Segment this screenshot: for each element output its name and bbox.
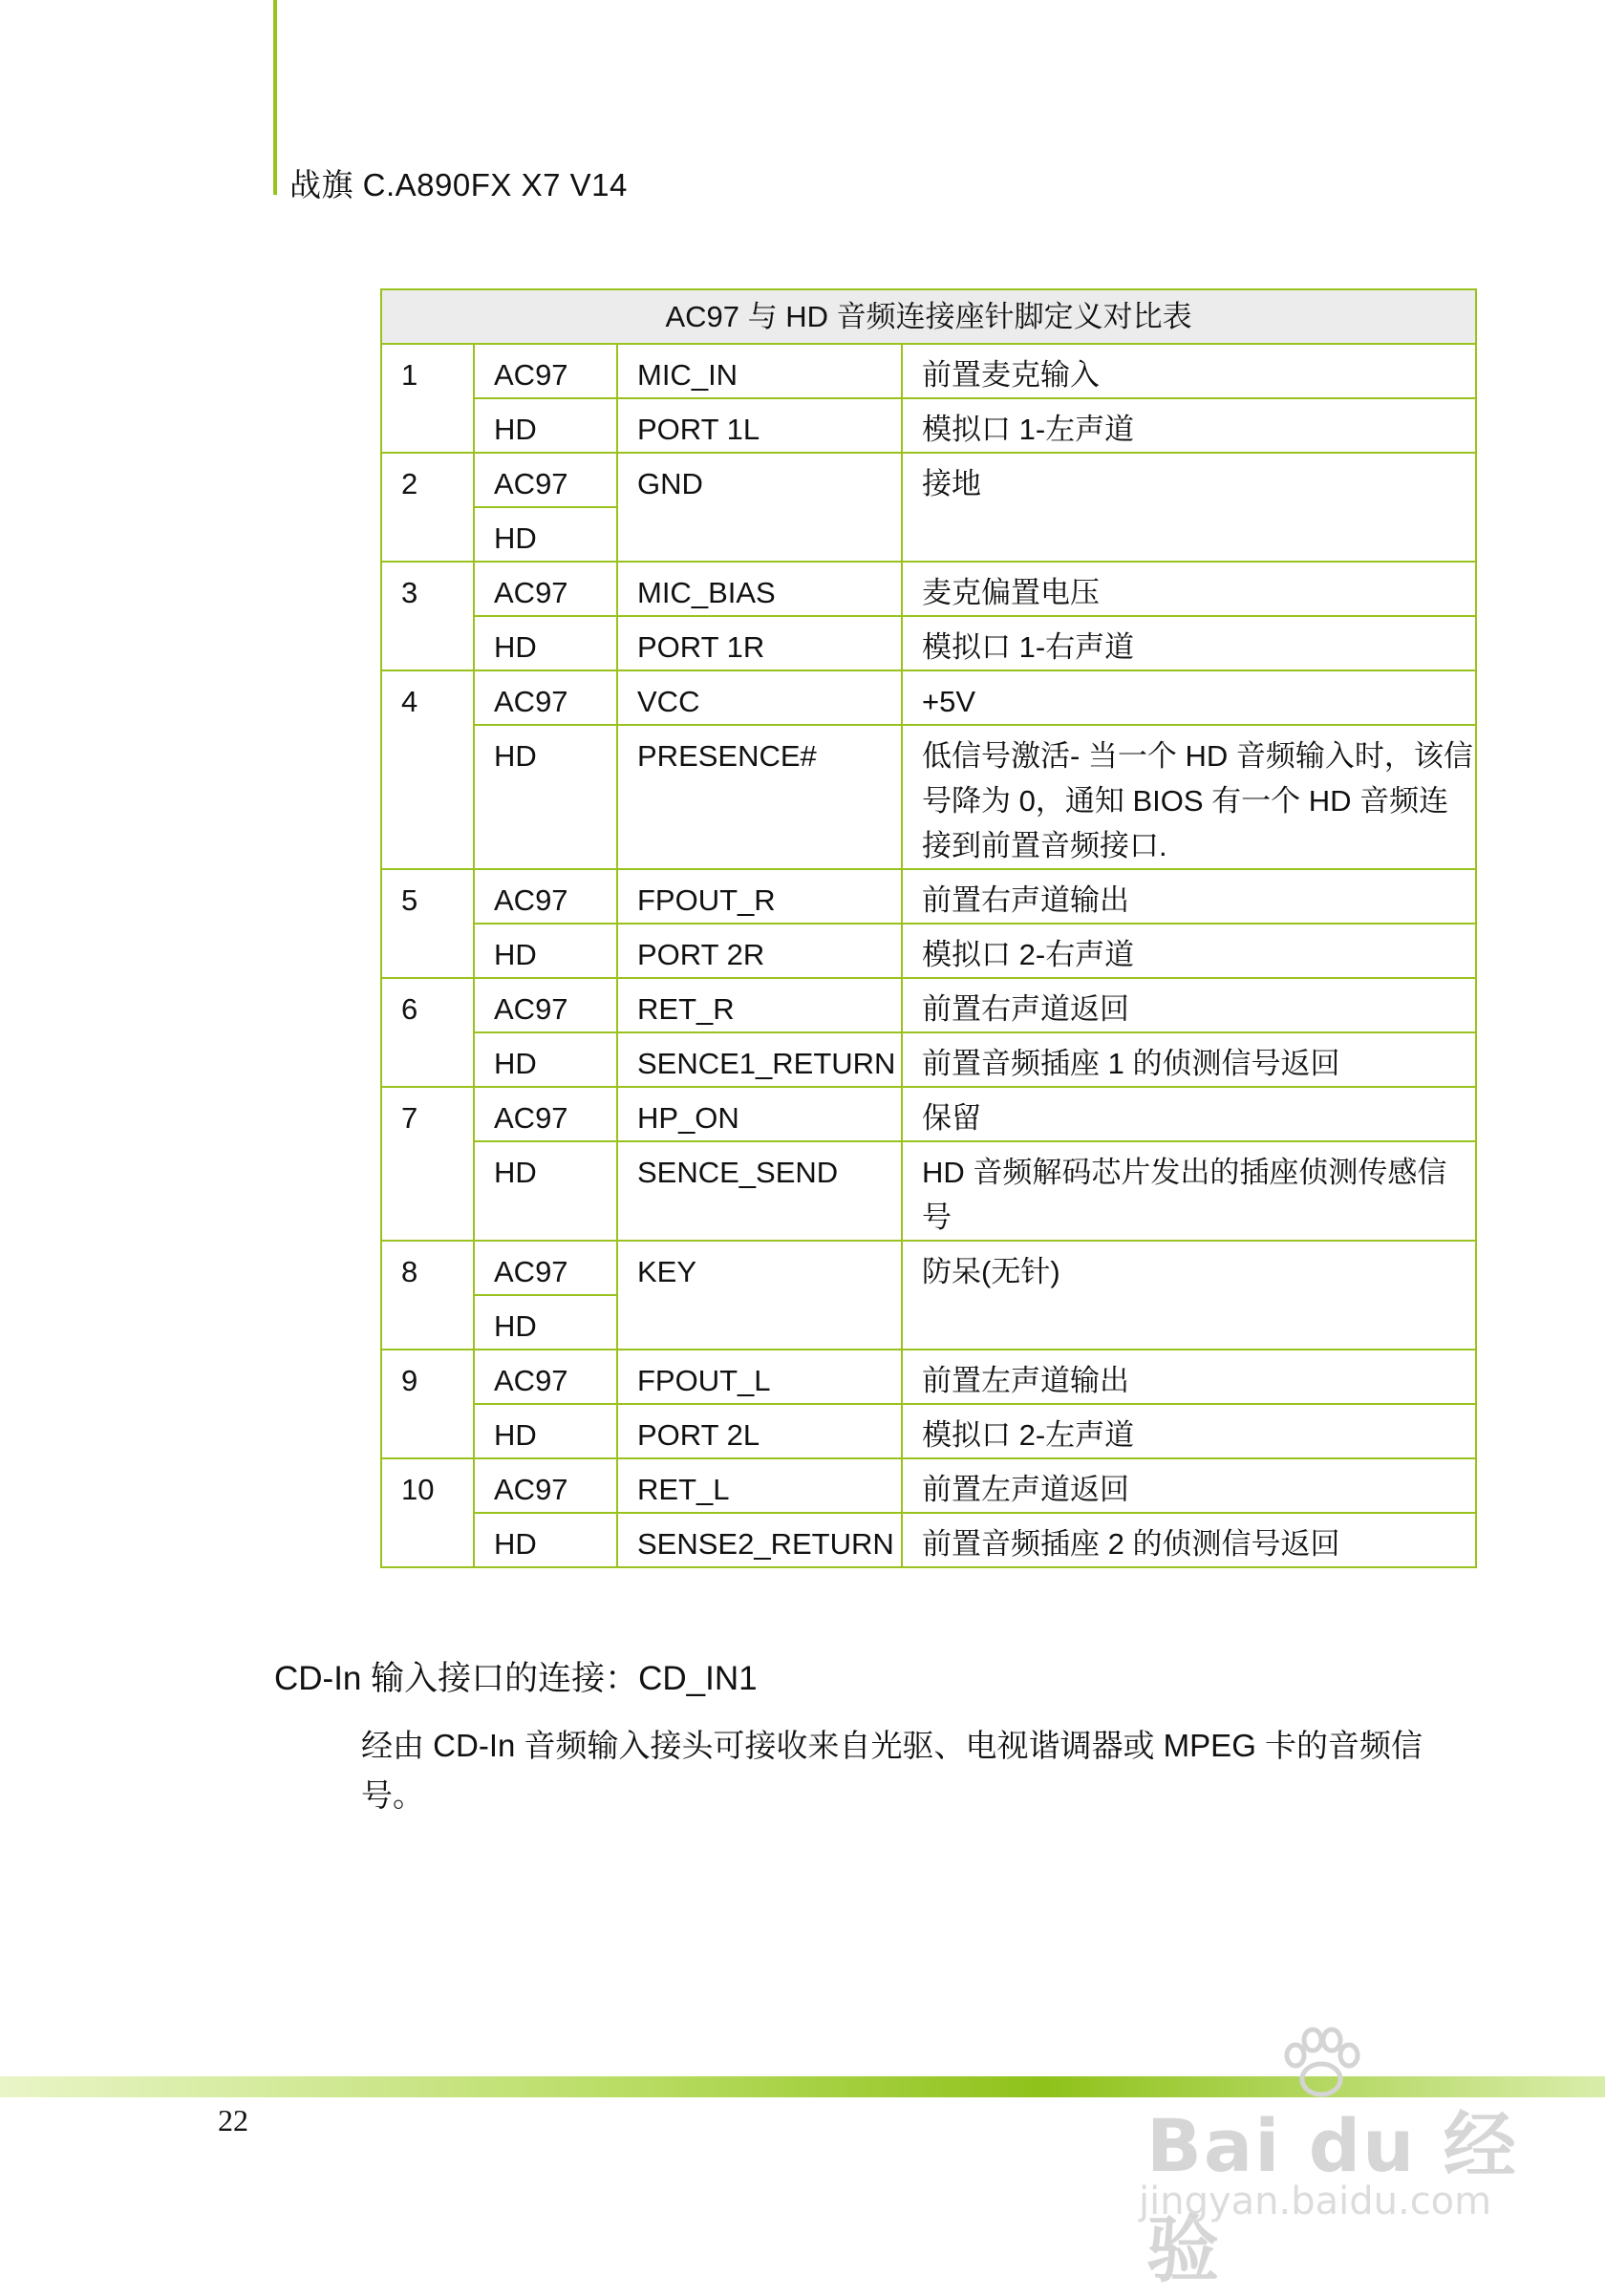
description-cell: 麦克偏置电压 xyxy=(902,562,1476,616)
pin-number: 3 xyxy=(381,562,474,670)
table-row xyxy=(381,1087,1476,1141)
pin-number: 10 xyxy=(381,1458,474,1567)
table-row xyxy=(381,725,1476,869)
signal-cell: RET_L xyxy=(617,1458,902,1513)
pin-number: 1 xyxy=(381,344,474,453)
description-cell: 模拟口 1-右声道 xyxy=(902,616,1476,670)
table-row xyxy=(381,978,1476,1032)
signal-cell: SENSE2_RETURN xyxy=(617,1513,902,1567)
standard-cell: AC97 xyxy=(474,344,617,398)
description-cell: 接地 xyxy=(902,453,1476,562)
table-row xyxy=(381,1141,1476,1241)
signal-cell: KEY xyxy=(617,1241,902,1350)
pin-definition-table xyxy=(380,288,1477,1568)
table-row xyxy=(381,562,1476,616)
signal-cell: MIC_BIAS xyxy=(617,562,902,616)
pin-number: 8 xyxy=(381,1241,474,1350)
header-accent-bar xyxy=(273,0,277,195)
signal-cell: SENCE1_RETURN xyxy=(617,1032,902,1087)
signal-cell: PORT 2R xyxy=(617,924,902,978)
standard-cell: HD xyxy=(474,398,617,453)
standard-cell: HD xyxy=(474,1404,617,1458)
table-row xyxy=(381,398,1476,453)
standard-cell: HD xyxy=(474,1141,617,1241)
signal-cell: PRESENCE# xyxy=(617,725,902,869)
pin-number: 7 xyxy=(381,1087,474,1241)
description-cell: 模拟口 1-左声道 xyxy=(902,398,1476,453)
standard-cell: HD xyxy=(474,924,617,978)
standard-cell: AC97 xyxy=(474,670,617,725)
description-cell: 模拟口 2-右声道 xyxy=(902,924,1476,978)
description-cell: 前置右声道返回 xyxy=(902,978,1476,1032)
table-row xyxy=(381,924,1476,978)
signal-cell: VCC xyxy=(617,670,902,725)
standard-cell: HD xyxy=(474,507,617,562)
signal-cell: FPOUT_R xyxy=(617,869,902,924)
signal-cell: SENCE_SEND xyxy=(617,1141,902,1241)
table-row xyxy=(381,1404,1476,1458)
pin-number: 4 xyxy=(381,670,474,869)
table-row xyxy=(381,1241,1476,1295)
standard-cell: HD xyxy=(474,1295,617,1350)
signal-cell: PORT 1L xyxy=(617,398,902,453)
description-cell: 前置音频插座 1 的侦测信号返回 xyxy=(902,1032,1476,1087)
description-cell: +5V xyxy=(902,670,1476,725)
pin-number: 2 xyxy=(381,453,474,562)
description-cell: 前置麦克输入 xyxy=(902,344,1476,398)
description-cell: HD 音频解码芯片发出的插座侦测传感信号 xyxy=(902,1141,1476,1241)
page-header-title: 战旗 C.A890FX X7 V14 xyxy=(289,167,628,202)
standard-cell: HD xyxy=(474,616,617,670)
standard-cell: AC97 xyxy=(474,1241,617,1295)
description-cell: 保留 xyxy=(902,1087,1476,1141)
standard-cell: AC97 xyxy=(474,869,617,924)
section-heading: CD-In 输入接口的连接：CD_IN1 xyxy=(274,1660,758,1697)
table-row xyxy=(381,1458,1476,1513)
table-row xyxy=(381,670,1476,725)
signal-cell: PORT 1R xyxy=(617,616,902,670)
description-cell: 前置左声道返回 xyxy=(902,1458,1476,1513)
pin-number: 9 xyxy=(381,1350,474,1458)
standard-cell: AC97 xyxy=(474,1350,617,1404)
standard-cell: AC97 xyxy=(474,562,617,616)
signal-cell: RET_R xyxy=(617,978,902,1032)
watermark-logo-text: Bai du 经验 xyxy=(1146,2103,1518,2292)
description-cell: 前置右声道输出 xyxy=(902,869,1476,924)
signal-cell: MIC_IN xyxy=(617,344,902,398)
baidu-watermark xyxy=(1127,2027,1529,2292)
description-cell: 低信号激活- 当一个 HD 音频输入时，该信号降为 0，通知 BIOS 有一个 HD 音频连接到前置音频接口. xyxy=(902,725,1476,869)
signal-cell: HP_ON xyxy=(617,1087,902,1141)
standard-cell: HD xyxy=(474,725,617,869)
standard-cell: AC97 xyxy=(474,1087,617,1141)
signal-cell: GND xyxy=(617,453,902,562)
description-cell: 模拟口 2-左声道 xyxy=(902,1404,1476,1458)
table-row xyxy=(381,1032,1476,1087)
signal-cell: FPOUT_L xyxy=(617,1350,902,1404)
standard-cell: HD xyxy=(474,1513,617,1567)
pin-number: 6 xyxy=(381,978,474,1087)
standard-cell: AC97 xyxy=(474,1458,617,1513)
table-caption: AC97 与 HD 音频连接座针脚定义对比表 xyxy=(381,289,1476,344)
description-cell: 防呆(无针) xyxy=(902,1241,1476,1350)
page-number: 22 xyxy=(218,2103,248,2137)
table-row xyxy=(381,1350,1476,1404)
signal-cell: PORT 2L xyxy=(617,1404,902,1458)
watermark-url: jingyan.baidu.com xyxy=(1139,2179,1492,2223)
pin-number: 5 xyxy=(381,869,474,978)
section-body: 经由 CD-In 音频输入接头可接收来自光驱、电视谐调器或 MPEG 卡的音频信号。 xyxy=(361,1728,1423,1813)
standard-cell: HD xyxy=(474,1032,617,1087)
description-cell: 前置左声道输出 xyxy=(902,1350,1476,1404)
table-row xyxy=(381,453,1476,507)
standard-cell: AC97 xyxy=(474,453,617,507)
table-caption-row xyxy=(381,289,1476,344)
table-row xyxy=(381,616,1476,670)
table-row xyxy=(381,344,1476,398)
description-cell: 前置音频插座 2 的侦测信号返回 xyxy=(902,1513,1476,1567)
standard-cell: AC97 xyxy=(474,978,617,1032)
table-row xyxy=(381,869,1476,924)
table-row xyxy=(381,1513,1476,1567)
